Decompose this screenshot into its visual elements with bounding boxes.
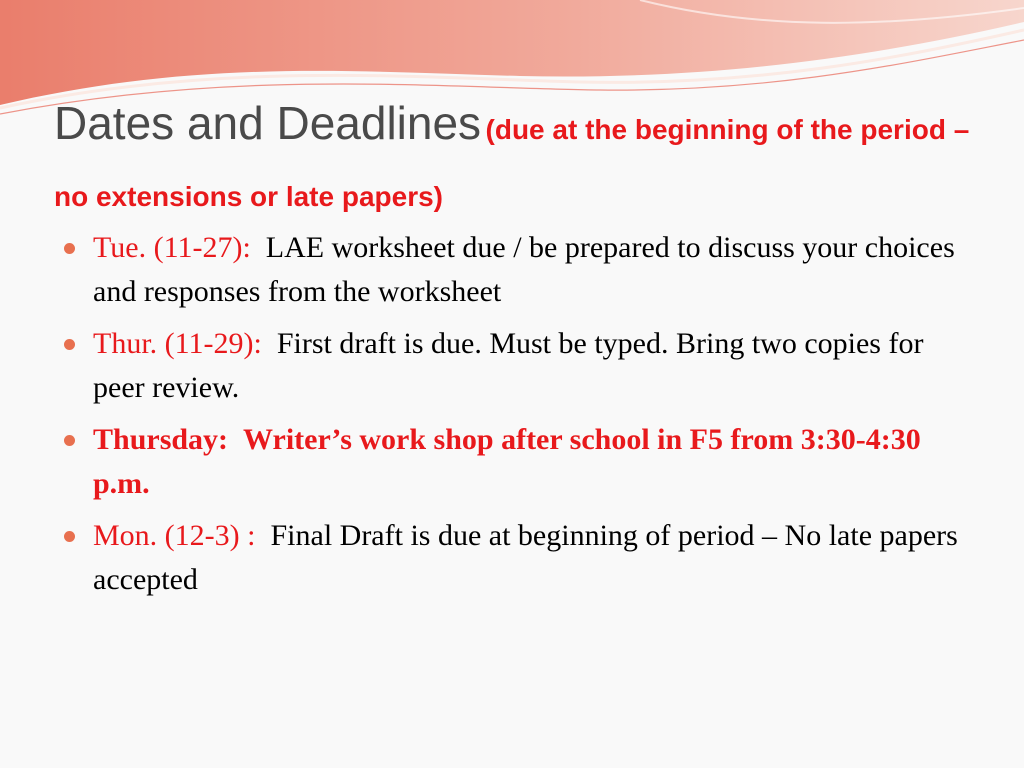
bullet-icon — [64, 243, 75, 254]
slide-title — [54, 92, 994, 233]
deadline-list — [62, 226, 982, 610]
item-text: Writer’s work shop after school in F5 from 3:30-4:30 p.m. — [93, 423, 921, 500]
list-item — [62, 418, 982, 506]
item-text: LAE worksheet due / be prepared to discuss your choices and responses from the worksheet — [93, 231, 955, 308]
list-item — [62, 514, 982, 602]
bullet-icon — [64, 531, 75, 542]
item-date: Thur. (11-29): — [93, 327, 262, 360]
item-date: Tue. (11-27): — [93, 231, 251, 264]
item-date: Thursday: — [93, 423, 229, 456]
item-date: Mon. (12-3) : — [93, 519, 256, 552]
title-subtitle: (due at the beginning of the period – no extensions or late papers) — [54, 114, 970, 212]
item-text: First draft is due. Must be typed. Bring two copies for peer review. — [93, 327, 924, 404]
bullet-icon — [64, 339, 75, 350]
bullet-icon — [64, 435, 75, 446]
title-main: Dates and Deadlines — [54, 97, 482, 149]
item-text: Final Draft is due at beginning of period – No late papers accepted — [93, 519, 958, 596]
list-item — [62, 322, 982, 410]
list-item — [62, 226, 982, 314]
